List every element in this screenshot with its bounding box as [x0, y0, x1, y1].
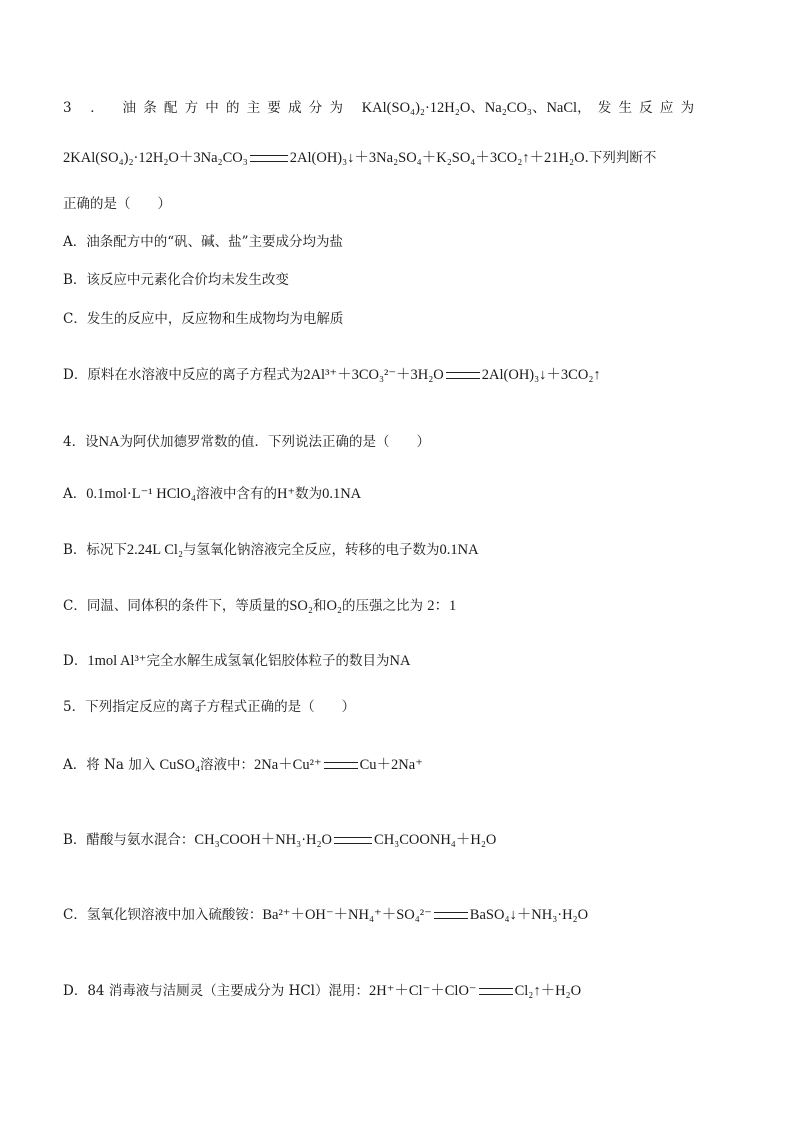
q5-option-d: [63, 981, 731, 1001]
q4-stem-a: 4．设: [63, 434, 99, 450]
q5-option-a-text2: 溶液中：: [200, 757, 255, 773]
q3-number: 3: [63, 100, 79, 116]
q4-option-d: [63, 651, 731, 671]
q3-equation-right: 2Al(OH)₃↓＋3Na₂SO₄＋K₂SO₄＋3CO₂↑＋21H₂O: [289, 150, 585, 166]
q4-option-d-value: NA: [389, 653, 411, 669]
q4-option-a: [63, 484, 731, 504]
q4-option-c-ratio: 2：1: [427, 598, 457, 614]
q5-option-c-text: C．氢氧化钡溶液中加入硫酸铵：: [63, 907, 263, 923]
q5-option-b-left: CH₃COOH＋NH₃·H₂O: [194, 832, 333, 848]
q4-option-c-o2: O₂: [326, 598, 342, 614]
q3-option-d-right: 2Al(OH)₃↓＋3CO₂↑: [481, 367, 601, 383]
q4-option-b-text: 与氢氧化钠溶液完全反应，转移的电子数为: [183, 542, 440, 558]
q5-option-c-left: Ba²⁺＋OH⁻＋NH₄⁺＋SO₄²⁻: [262, 907, 432, 923]
q4-option-d-letter: D．: [63, 653, 88, 669]
q4-option-d-formula: 1mol Al³⁺: [87, 653, 147, 669]
q4-option-b: [63, 540, 731, 560]
q3-ingredients: KAl(SO₄)₂·12H₂O、Na₂CO₃、NaCl: [361, 100, 578, 116]
q5-option-a-cuso4: CuSO₄: [159, 757, 201, 773]
q5-option-a-text: A．将 Na 加入: [63, 757, 156, 773]
q5-option-a-equals: [324, 762, 358, 769]
q4-stem-b: 为阿伏加德罗常数的值．下列说法正确的是（ ）: [119, 434, 431, 450]
q4-option-a-formula: 0.1mol·L⁻¹ HClO₄: [86, 486, 196, 502]
q3-option-d-equals: [446, 372, 480, 379]
q3-option-d-left: 2Al³⁺＋3CO₃²⁻＋3H₂O: [303, 367, 444, 383]
q5-option-d-right: Cl₂↑＋H₂O: [514, 983, 582, 999]
q3-option-b: B．该反应中元素化合价均未发生改变: [63, 272, 289, 288]
q3-equation-left: 2KAl(SO₄)₂·12H₂O＋3Na₂CO₃: [63, 150, 248, 166]
q4-option-c-and: 和: [312, 598, 327, 614]
q4-option-a-text2: 数为: [295, 486, 323, 502]
q5-option-a-left: 2Na＋Cu²⁺: [254, 757, 322, 773]
q3-stem-line3: 正确的是（ ）: [63, 196, 171, 212]
q3-equation-line: [63, 148, 731, 168]
q4-option-c-text2: 的压强之比为: [341, 598, 423, 614]
q3-option-d: [63, 365, 731, 385]
q4-option-a-value: 0.1NA: [322, 486, 362, 502]
q3-stem-end: .下列判断不: [584, 150, 657, 166]
q4-option-b-value: 0.1NA: [439, 542, 479, 558]
q3-stem-start: 油条配方中的主要成分为: [122, 100, 351, 116]
q5-option-c: [63, 905, 731, 925]
q3-dot: ．: [90, 100, 111, 116]
q5-option-d-equals: [479, 988, 513, 995]
q5-option-c-right: BaSO₄↓＋NH₃·H₂O: [469, 907, 589, 923]
q4-option-c: [63, 596, 731, 616]
q3-option-c: C．发生的反应中，反应物和生成物均为电解质: [63, 311, 344, 327]
q5-option-a: [63, 755, 731, 775]
q5-option-b-text: B．醋酸与氨水混合：: [63, 832, 195, 848]
q3-option-d-text: D．原料在水溶液中反应的离子方程式为: [63, 367, 304, 383]
q5-option-d-left: 2H⁺＋Cl⁻＋ClO⁻: [369, 983, 477, 999]
q4-option-a-hplus: H⁺: [276, 486, 296, 502]
q4-stem: [63, 432, 731, 452]
q4-option-c-text: C．同温、同体积的条件下，等质量的: [63, 598, 290, 614]
q4-option-c-so2: SO₂: [289, 598, 313, 614]
q3-option-a: A．油条配方中的“矾、碱、盐”主要成分均为盐: [63, 234, 344, 250]
q5-option-a-right: Cu＋2Na⁺: [359, 757, 423, 773]
q4-na: NA: [98, 434, 120, 450]
q3-stem-line1: [63, 98, 731, 118]
q3-stem-mid: ，发生反应为: [577, 100, 702, 116]
q5-stem: 5．下列指定反应的离子方程式正确的是（ ）: [63, 699, 356, 715]
q3-equals-sign: [250, 155, 288, 162]
q5-option-b-equals: [334, 837, 372, 844]
q4-option-b-formula: 2.24L Cl₂: [126, 542, 183, 558]
q5-option-c-equals: [434, 912, 468, 919]
q4-option-a-text: 溶液中含有的: [195, 486, 277, 502]
q4-option-b-letter: B．标况下: [63, 542, 127, 558]
q5-option-b: [63, 830, 731, 850]
q4-option-a-letter: A．: [63, 486, 87, 502]
q4-option-d-text: 完全水解生成氢氧化铝胶体粒子的数目为: [146, 653, 390, 669]
q5-option-b-right: CH₃COONH₄＋H₂O: [374, 832, 497, 848]
q5-option-d-text: D．84 消毒液与洁厕灵（主要成分为 HCl）混用：: [63, 983, 370, 999]
